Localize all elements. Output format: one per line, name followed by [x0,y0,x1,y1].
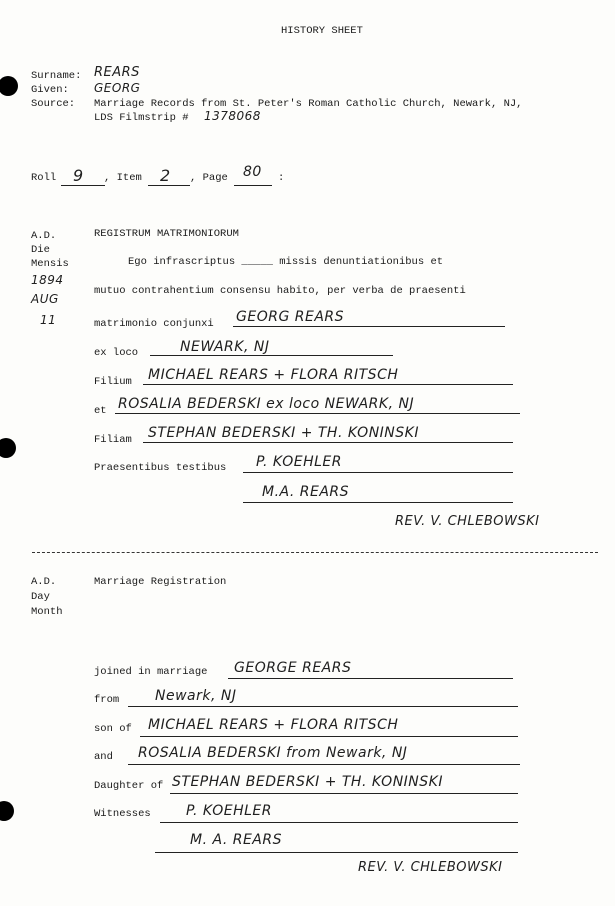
ex-loco-label: ex loco [94,347,139,359]
ex-loco-underline [150,355,393,356]
conjunxi-value: GEORG REARS [236,309,345,325]
punch-hole-middle [0,438,16,458]
english-ad-label: A.D. [31,576,57,588]
from-label: from [94,694,120,706]
testibus-label: Praesentibus testibus [94,462,227,474]
latin-witness-1: P. KOEHLER [256,454,342,470]
latin-witness-2: M.A. REARS [262,484,350,500]
daughter-label: Daughter of [94,780,164,792]
conjunxi-label: matrimonio conjunxi [94,318,214,330]
testibus-underline-2 [243,502,513,503]
roll-underline [61,185,105,186]
son-value: MICHAEL REARS + FLORA RITSCH [148,717,399,733]
ex-loco-value: NEWARK, NJ [180,339,270,355]
daughter-underline [170,793,518,794]
item-underline [148,185,190,186]
son-underline [140,736,518,737]
punch-hole-top [0,76,18,96]
latin-ad-label: A.D. [31,230,57,242]
roll-label: Roll [31,172,57,184]
filiam-underline [143,442,513,443]
and-label: and [94,751,113,763]
latin-die-label: Die [31,244,50,256]
latin-mensis-label: Mensis [31,258,69,270]
source-line-2: LDS Filmstrip # [94,112,189,124]
english-witness-2: M. A. REARS [190,832,282,848]
english-heading: Marriage Registration [94,576,227,588]
testibus-underline-1 [243,472,513,473]
punch-hole-bottom [0,801,14,821]
latin-day: 11 [40,313,57,327]
roll-value: 9 [73,166,84,185]
witnesses-label: Witnesses [94,808,151,820]
filmstrip-number: 1378068 [204,109,261,123]
and-underline [128,764,520,765]
source-line-1: Marriage Records from St. Peter's Roman Catholic Church, Newark, NJ, [94,98,523,110]
page-label: , Page [190,172,228,184]
joined-label: joined in marriage [94,666,208,678]
joined-underline [228,678,513,679]
filiam-value: STEPHAN BEDERSKI + TH. KONINSKI [148,425,419,441]
page-title: HISTORY SHEET [281,25,363,37]
source-label: Source: [31,98,76,110]
filium-underline [143,384,513,385]
joined-value: GEORGE REARS [234,660,352,676]
item-value: 2 [160,166,171,185]
filium-label: Filium [94,376,132,388]
et-underline [115,413,520,414]
page-value: 80 [243,164,262,180]
daughter-value: STEPHAN BEDERSKI + TH. KONINSKI [172,774,443,790]
et-value: ROSALIA BEDERSKI ex loco NEWARK, NJ [118,396,415,412]
surname-value: REARS [94,65,140,80]
witnesses-underline-1 [160,822,518,823]
et-label: et [94,405,107,417]
english-day-label: Day [31,591,50,603]
page-underline [234,185,272,186]
from-value: Newark, NJ [155,688,237,704]
english-priest-signature: REV. V. CHLEBOWSKI [358,860,503,875]
given-value: GEORG [94,81,141,95]
latin-month: AUG [31,292,59,306]
english-month-label: Month [31,606,63,618]
latin-priest-signature: REV. V. CHLEBOWSKI [395,514,540,529]
filiam-label: Filiam [94,434,132,446]
conjunxi-underline [233,326,505,327]
section-divider [32,552,598,553]
filium-value: MICHAEL REARS + FLORA RITSCH [148,367,399,383]
latin-year: 1894 [31,273,64,287]
roll-colon: : [278,172,285,184]
witnesses-underline-2 [155,852,518,853]
given-label: Given: [31,84,69,96]
son-label: son of [94,723,132,735]
latin-line-2: mutuo contrahentium consensu habito, per verba de praesenti [94,285,466,297]
surname-label: Surname: [31,70,82,82]
latin-heading: REGISTRUM MATRIMONIORUM [94,228,239,240]
english-witness-1: P. KOEHLER [186,803,272,819]
from-underline [128,706,518,707]
and-value: ROSALIA BEDERSKI from Newark, NJ [138,745,408,761]
latin-line-1: Ego infrascriptus _____ missis denuntiationibus et [128,256,444,268]
item-label: , Item [104,172,142,184]
